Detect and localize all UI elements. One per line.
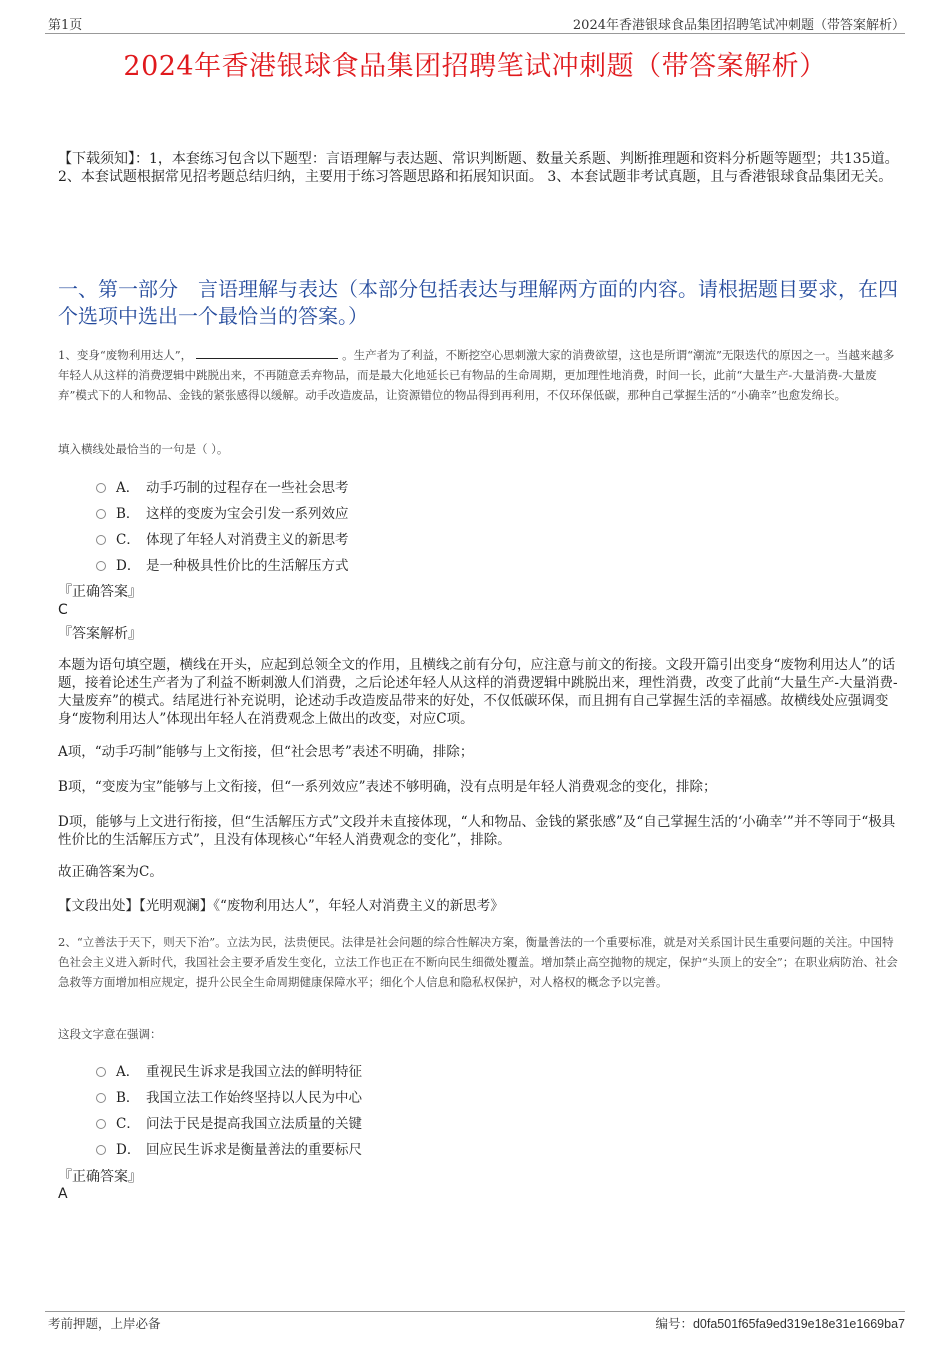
option-letter: B． [116,1090,140,1106]
running-header-title: 2024年香港银球食品集团招聘笔试冲刺题（带答案解析） [572,18,905,33]
analysis-option-a: A项，“动手巧制”能够与上文衔接，但“社会思考”表述不明确，排除； [58,744,474,760]
option-d[interactable] [96,551,696,577]
correct-answer-label: 『正确答案』 [58,1169,142,1185]
question-1-stem-body: 。生产者为了利益，不断挖空心思刺激大家的消费欲望，这也是所谓“潮流”无限迭代的原因之一。当越来越多年轻人从这样的消费逻辑中跳脱出来，不再随意丢弃物品，而是最大化地延长已有物品的生命周期，更加理性地消费，时间一长，此前“大量生产-大量消费-大量废弃”模式下的人和物品、金钱的紧张感得以缓解。动手改造废品，让资源错位的物品得到再利用，不仅环保低碳，那种自己掌握生活的“小确幸”也愈发绵长。 [58,348,895,402]
radio-icon[interactable] [96,535,106,545]
correct-answer: A [58,1186,68,1202]
option-letter: D． [116,558,141,574]
analysis-option-b: B项，“变废为宝”能够与上文衔接，但“一系列效应”表述不够明确，没有点明是年轻人消费观念的变化，排除； [58,779,717,795]
option-d[interactable] [96,1135,696,1161]
radio-icon[interactable] [96,1119,106,1129]
header-divider [45,33,905,34]
radio-icon[interactable] [96,1093,106,1103]
option-letter: C． [116,532,140,548]
correct-answer-label: 『正确答案』 [58,584,142,600]
option-letter: C． [116,1116,140,1132]
radio-icon[interactable] [96,1145,106,1155]
option-text: 我国立法工作始终坚持以人民为中心 [146,1090,362,1106]
question-2-options [96,1057,696,1161]
option-text: 动手巧制的过程存在一些社会思考 [146,480,349,496]
correct-answer: C [58,602,68,618]
download-notice: 【下载须知】：1，本套练习包含以下题型：言语理解与表达题、常识判断题、数量关系题、判断推理题和资料分析题等题型；共135道。 2、本套试题根据常见招考题总结归纳，主要用于练习答题思路和拓展知识面。 3、本套试题非考试真题，且与香港银球食品集团无关。 [58,151,899,185]
option-letter: A． [116,1064,140,1080]
option-text: 问法于民是提高我国立法质量的关键 [146,1116,362,1132]
option-letter: D． [116,1142,141,1158]
radio-icon[interactable] [96,509,106,519]
question-2-stem: 2、“立善法于天下，则天下治”。立法为民，法贵便民。法律是社会问题的综合性解决方案，衡量善法的一个重要标准，就是对关系国计民生重要问题的关注。中国特色社会主义进入新时代，我国社会主要矛盾发生变化，立法工作也正在不断向民生细微处覆盖。增加禁止高空抛物的规定，保护“头顶上的安全”；在职业病防治、社会急救等方面增加相应规定，提升公民全生命周期健康保障水平；细化个人信息和隐私权保护，对人格权的概念予以完善。 [58,935,898,989]
document-id-label: 编号： [655,1316,693,1331]
radio-icon[interactable] [96,561,106,571]
option-a[interactable] [96,473,696,499]
question-1-stem [58,345,900,405]
question-1-options [96,473,696,577]
option-text: 这样的变废为宝会引发一系列效应 [146,506,349,522]
footer-slogan: 考前押题，上岸必备 [48,1316,161,1331]
option-text: 是一种极具性价比的生活解压方式 [146,558,349,574]
option-letter: A． [116,480,140,496]
document-title: 2024年香港银球食品集团招聘笔试冲刺题（带答案解析） [123,51,827,82]
question-1-prompt: 填入横线处最恰当的一句是（ ）。 [58,442,229,456]
option-letter: B． [116,506,140,522]
source-citation: 【文段出处】【光明观澜】《“废物利用达人”，年轻人对消费主义的新思考》 [58,898,504,914]
question-1-stem-lead: 1、变身“废物利用达人”， [58,348,193,362]
document-id [655,1314,905,1332]
question-2-prompt: 这段文字意在强调： [58,1027,162,1041]
option-a[interactable] [96,1057,696,1083]
option-c[interactable] [96,525,696,551]
option-b[interactable] [96,1083,696,1109]
analysis-conclusion: 故正确答案为C。 [58,864,163,880]
option-c[interactable] [96,1109,696,1135]
document-id-code: d0fa501f65fa9ed319e18e31e1669ba7 [692,1317,905,1331]
radio-icon[interactable] [96,1067,106,1077]
radio-icon[interactable] [96,483,106,493]
option-b[interactable] [96,499,696,525]
fill-in-blank [196,347,338,359]
footer-divider [45,1311,905,1312]
analysis-paragraph: 本题为语句填空题，横线在开头，应起到总领全文的作用，且横线之前有分句，应注意与前文的衔接。文段开篇引出变身“废物利用达人”的话题，接着论述生产者为了利益不断刺激人们消费，之后论述年轻人从这样的消费逻辑中跳脱出来，理性消费，改变了此前“大量生产-大量消费-大量废弃”的模式。结尾进行补充说明，论述动手改造废品带来的好处，不仅低碳环保，而且拥有自己掌握生活的幸福感。故横线处应强调变身“废物利用达人”体现出年轻人在消费观念上做出的改变，对应C项。 [58,657,898,727]
page-number: 第1页 [48,18,83,33]
section-heading: 一、第一部分 言语理解与表达（本部分包括表达与理解两方面的内容。请根据题目要求，在四个选项中选出一个最恰当的答案。） [58,277,898,328]
analysis-label: 『答案解析』 [58,626,142,642]
option-text: 回应民生诉求是衡量善法的重要标尺 [146,1142,362,1158]
option-text: 体现了年轻人对消费主义的新思考 [146,532,349,548]
option-text: 重视民生诉求是我国立法的鲜明特征 [146,1064,362,1080]
analysis-option-d: D项，能够与上文进行衔接，但“生活解压方式”文段并未直接体现，“人和物品、金钱的紧张感”及“自己掌握生活的‘小确幸’”并不等同于“极具性价比的生活解压方式”，且没有体现核心“年轻人消费观念的变化”，排除。 [58,814,896,848]
